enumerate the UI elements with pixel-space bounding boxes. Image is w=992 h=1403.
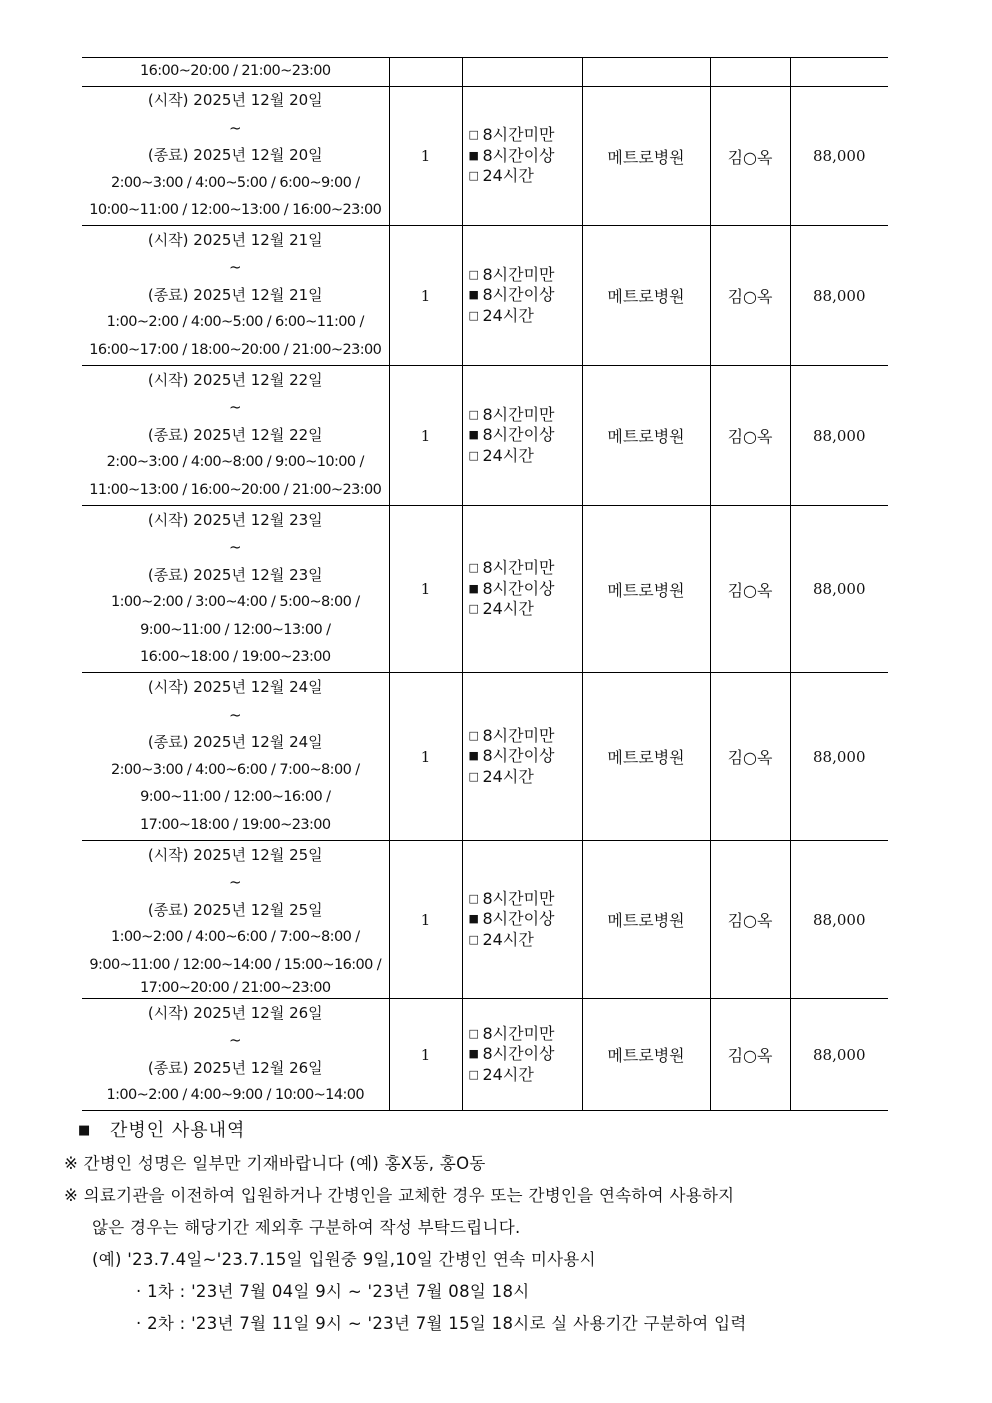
duration-option	[469, 146, 582, 167]
quantity-cell: 1	[389, 87, 462, 226]
duration-option	[469, 579, 582, 600]
amount-cell: 88,000	[790, 226, 888, 366]
end-date: (종료) 2025년 12월 25일	[147, 900, 323, 919]
period-cell	[82, 841, 389, 999]
tilde: ~	[228, 258, 242, 277]
duration-option	[469, 909, 582, 930]
time-ranges: 2:00~3:00 / 4:00~6:00 / 7:00~8:00 /	[110, 761, 360, 778]
caregiver-cell: 김○옥	[710, 999, 790, 1111]
duration-option	[469, 166, 582, 187]
duration-option-label: 24시간	[482, 1064, 534, 1084]
unchecked-box-icon: □	[468, 932, 479, 946]
checked-box-icon: ■	[468, 288, 479, 302]
duration-option	[469, 425, 582, 446]
table-row	[82, 87, 888, 226]
caregiver-usage-table	[82, 57, 888, 1111]
amount-cell: 88,000	[790, 841, 888, 999]
example-bullet-1: · 1차 : '23년 7월 04일 9시 ~ '23년 7월 08일 18시	[136, 1282, 530, 1301]
unchecked-box-icon: □	[468, 128, 479, 142]
period-cell	[82, 673, 389, 841]
amount-cell: 88,000	[790, 673, 888, 841]
time-ranges: 9:00~11:00 / 12:00~16:00 /	[140, 789, 331, 805]
amount-cell	[790, 58, 888, 87]
tilde: ~	[228, 398, 242, 417]
duration-option-label: 24시간	[482, 599, 534, 619]
options-cell	[462, 999, 582, 1111]
duration-option-label: 8시간이상	[482, 746, 555, 766]
options-cell	[462, 58, 582, 87]
duration-option-label: 8시간미만	[482, 264, 555, 284]
options-cell	[462, 366, 582, 506]
time-ranges: 16:00~18:00 / 19:00~23:00	[139, 649, 331, 665]
hospital-cell: 메트로병원	[582, 87, 710, 226]
table-row	[82, 58, 888, 87]
example-bullet-2: · 2차 : '23년 7월 11일 9시 ~ '23년 7월 15일 18시로 실 사용기간 구분하여 입력	[136, 1314, 747, 1333]
quantity-cell: 1	[389, 226, 462, 366]
duration-option	[469, 285, 582, 306]
duration-option	[469, 1024, 582, 1045]
caregiver-cell	[710, 58, 790, 87]
table-row	[82, 841, 888, 999]
duration-option	[469, 1065, 582, 1086]
table-row	[82, 506, 888, 673]
duration-option-label: 8시간미만	[482, 1023, 555, 1043]
quantity-cell	[389, 58, 462, 87]
options-cell	[462, 87, 582, 226]
end-date: (종료) 2025년 12월 24일	[147, 733, 323, 751]
end-date: (종료) 2025년 12월 20일	[147, 146, 323, 165]
quantity-cell: 1	[389, 841, 462, 999]
duration-option-label: 8시간미만	[482, 558, 555, 578]
duration-option	[469, 726, 582, 747]
time-ranges: 2:00~3:00 / 4:00~8:00 / 9:00~10:00 /	[106, 454, 364, 471]
table-row	[82, 999, 888, 1111]
start-date: (시작) 2025년 12월 21일	[147, 230, 323, 249]
period-cell	[82, 226, 389, 366]
amount-cell: 88,000	[790, 366, 888, 506]
time-ranges: 1:00~2:00 / 3:00~4:00 / 5:00~8:00 /	[110, 594, 360, 610]
example-line: (예) '23.7.4일~'23.7.15일 입원중 9일,10일 간병인 연속 미사용시	[92, 1250, 596, 1269]
tilde: ~	[228, 1031, 242, 1049]
start-date: (시작) 2025년 12월 25일	[147, 845, 323, 864]
start-date: (시작) 2025년 12월 22일	[147, 370, 323, 389]
time-ranges: 9:00~11:00 / 12:00~13:00 /	[140, 621, 331, 638]
period-cell	[82, 999, 389, 1111]
caregiver-cell: 김○옥	[710, 226, 790, 366]
amount-cell: 88,000	[790, 999, 888, 1111]
checked-box-icon: ■	[468, 749, 479, 763]
caregiver-cell: 김○옥	[710, 366, 790, 506]
time-ranges: 9:00~11:00 / 12:00~14:00 / 15:00~16:00 /	[89, 956, 382, 973]
time-ranges: 1:00~2:00 / 4:00~5:00 / 6:00~11:00 /	[106, 314, 364, 331]
unchecked-box-icon: □	[468, 728, 479, 742]
unchecked-box-icon: □	[468, 267, 479, 281]
square-bullet-icon: ■	[78, 1123, 92, 1138]
tilde: ~	[228, 873, 242, 892]
start-date: (시작) 2025년 12월 26일	[147, 1003, 323, 1022]
end-date: (종료) 2025년 12월 22일	[147, 425, 323, 444]
duration-option	[469, 446, 582, 467]
caregiver-cell: 김○옥	[710, 673, 790, 841]
caregiver-cell: 김○옥	[710, 506, 790, 673]
hospital-cell: 메트로병원	[582, 841, 710, 999]
hospital-cell: 메트로병원	[582, 673, 710, 841]
duration-option-label: 8시간미만	[482, 404, 555, 424]
caregiver-cell: 김○옥	[710, 87, 790, 226]
checked-box-icon: ■	[468, 912, 479, 926]
unchecked-box-icon: □	[468, 1026, 479, 1040]
duration-option-label: 24시간	[482, 305, 534, 325]
time-ranges: 1:00~2:00 / 4:00~6:00 / 7:00~8:00 /	[110, 929, 360, 946]
duration-option	[469, 767, 582, 788]
caregiver-cell: 김○옥	[710, 841, 790, 999]
checked-box-icon: ■	[468, 581, 479, 595]
duration-option	[469, 930, 582, 951]
start-date: (시작) 2025년 12월 24일	[147, 678, 323, 696]
unchecked-box-icon: □	[468, 561, 479, 575]
hospital-cell: 메트로병원	[582, 999, 710, 1111]
duration-option-label: 8시간미만	[482, 888, 555, 908]
time-ranges: 11:00~13:00 / 16:00~20:00 / 21:00~23:00	[89, 481, 382, 498]
note-separate-periods: ※ 의료기관을 이전하여 입원하거나 간병인을 교체한 경우 또는 간병인을 연속하여 사용하지	[64, 1186, 735, 1205]
period-cell	[82, 87, 389, 226]
duration-option-label: 24시간	[482, 445, 534, 465]
period-cell	[82, 506, 389, 673]
tilde: ~	[228, 538, 242, 556]
duration-option-label: 24시간	[482, 929, 534, 949]
hospital-cell	[582, 58, 710, 87]
start-date: (시작) 2025년 12월 20일	[147, 91, 323, 110]
duration-option-label: 24시간	[482, 766, 534, 786]
table-body	[82, 58, 888, 1111]
duration-option-label: 8시간이상	[482, 425, 555, 445]
period-cell	[82, 58, 389, 87]
options-cell	[462, 506, 582, 673]
unchecked-box-icon: □	[468, 407, 479, 421]
end-date: (종료) 2025년 12월 26일	[147, 1058, 323, 1077]
duration-option	[469, 889, 582, 910]
duration-option	[469, 746, 582, 767]
start-date: (시작) 2025년 12월 23일	[147, 510, 323, 529]
end-date: (종료) 2025년 12월 21일	[147, 285, 323, 304]
amount-cell: 88,000	[790, 87, 888, 226]
duration-option-label: 8시간이상	[482, 285, 555, 305]
amount-cell: 88,000	[790, 506, 888, 673]
note-separate-periods-cont: 않은 경우는 해당기간 제외후 구분하여 작성 부탁드립니다.	[92, 1218, 521, 1237]
checked-box-icon: ■	[468, 428, 479, 442]
checked-box-icon: ■	[468, 1047, 479, 1061]
duration-option	[469, 265, 582, 286]
duration-option-label: 8시간미만	[482, 125, 555, 145]
unchecked-box-icon: □	[468, 169, 479, 183]
table-row	[82, 366, 888, 506]
note-name-format: ※ 간병인 성명은 일부만 기재바랍니다 (예) 홍X동, 홍O동	[64, 1154, 486, 1173]
duration-option	[469, 1044, 582, 1065]
quantity-cell: 1	[389, 673, 462, 841]
time-ranges: 17:00~20:00 / 21:00~23:00	[139, 980, 331, 997]
time-ranges: 10:00~11:00 / 12:00~13:00 / 16:00~23:00	[89, 202, 382, 219]
duration-option-label: 8시간이상	[482, 578, 555, 598]
end-date: (종료) 2025년 12월 23일	[147, 565, 323, 584]
duration-option	[469, 405, 582, 426]
unchecked-box-icon: □	[468, 891, 479, 905]
hospital-cell: 메트로병원	[582, 226, 710, 366]
quantity-cell: 1	[389, 366, 462, 506]
duration-option	[469, 599, 582, 620]
unchecked-box-icon: □	[468, 448, 479, 462]
time-ranges: 2:00~3:00 / 4:00~5:00 / 6:00~9:00 /	[110, 174, 360, 191]
duration-option-label: 8시간이상	[482, 909, 555, 929]
duration-option	[469, 125, 582, 146]
unchecked-box-icon: □	[468, 1067, 479, 1081]
unchecked-box-icon: □	[468, 769, 479, 783]
section-heading	[78, 1116, 245, 1142]
duration-option	[469, 558, 582, 579]
tilde: ~	[228, 118, 242, 137]
time-ranges: 16:00~17:00 / 18:00~20:00 / 21:00~23:00	[89, 341, 382, 358]
duration-option-label: 8시간이상	[482, 1044, 555, 1064]
quantity-cell: 1	[389, 999, 462, 1111]
tilde: ~	[228, 705, 242, 724]
duration-option	[469, 306, 582, 327]
time-ranges: 1:00~2:00 / 4:00~9:00 / 10:00~14:00	[106, 1087, 364, 1103]
period-cell	[82, 366, 389, 506]
table-row	[82, 673, 888, 841]
options-cell	[462, 841, 582, 999]
quantity-cell: 1	[389, 506, 462, 673]
checked-box-icon: ■	[468, 148, 479, 162]
hospital-cell: 메트로병원	[582, 366, 710, 506]
hospital-cell: 메트로병원	[582, 506, 710, 673]
duration-option-label: 8시간이상	[482, 145, 555, 165]
time-ranges: 17:00~18:00 / 19:00~23:00	[139, 816, 331, 833]
table-row	[82, 226, 888, 366]
options-cell	[462, 673, 582, 841]
unchecked-box-icon: □	[468, 308, 479, 322]
unchecked-box-icon: □	[468, 602, 479, 616]
duration-option-label: 8시간미만	[482, 725, 555, 745]
options-cell	[462, 226, 582, 366]
heading-text: 간병인 사용내역	[110, 1120, 246, 1141]
duration-option-label: 24시간	[482, 166, 534, 186]
time-ranges: 16:00~20:00 / 21:00~23:00	[139, 63, 331, 80]
